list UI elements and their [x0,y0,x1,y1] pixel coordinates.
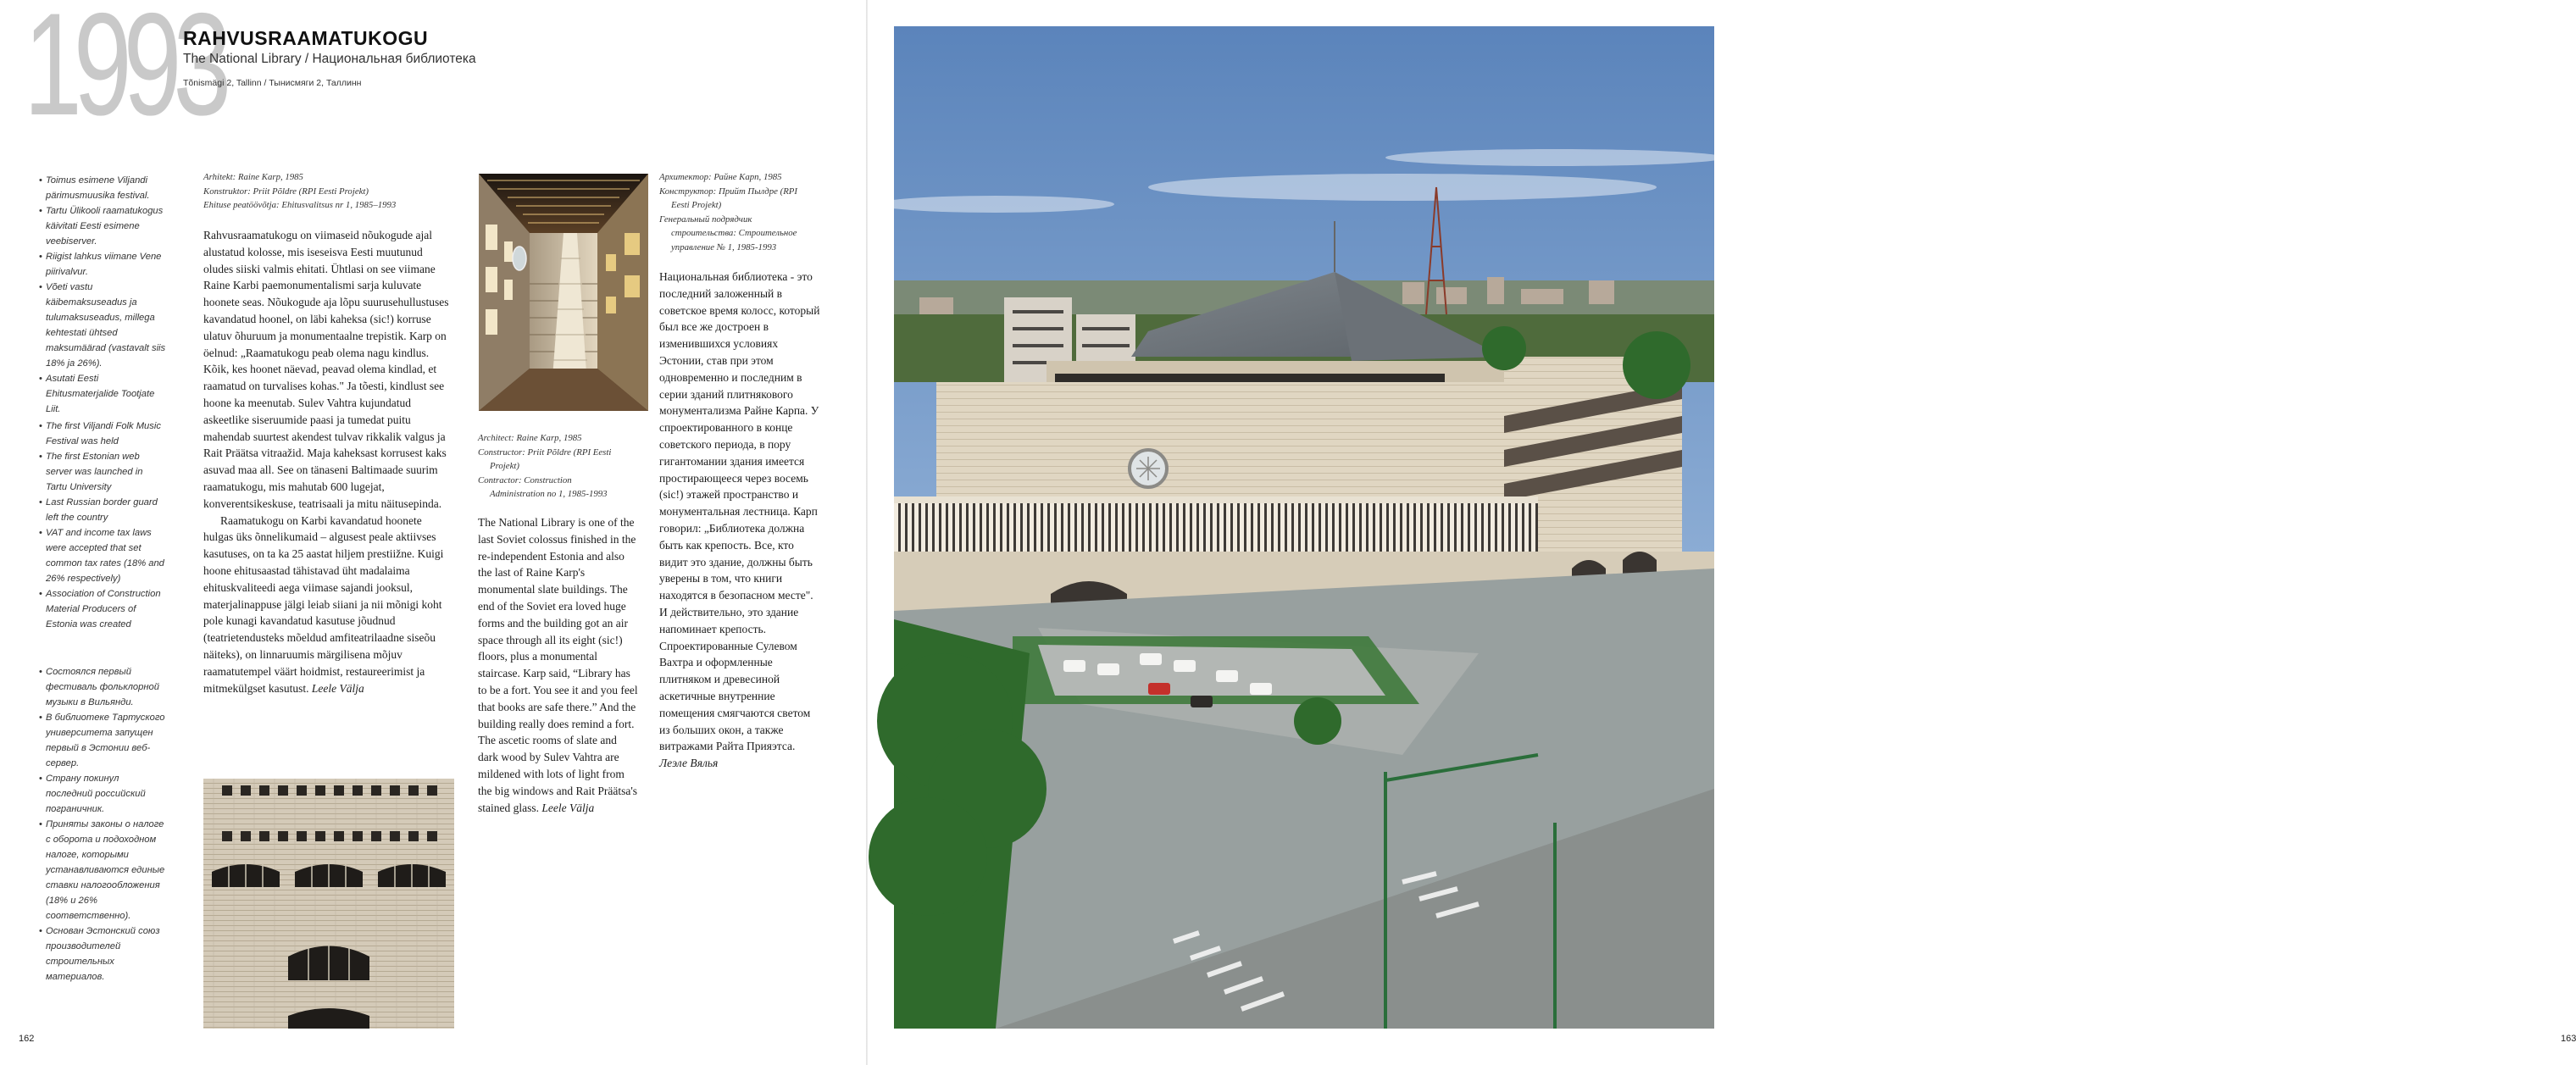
credits-estonian [203,170,407,213]
paragraph [203,513,454,697]
page-subtitle: The National Library / Национальная библиотека [183,52,476,66]
interior-staircase-photo [479,174,648,411]
year-heading: 1993 [24,0,224,146]
paragraph [478,514,639,816]
sidebar-item: • VAT and income tax laws were accepted that set common tax rates (18% and 26% respectively) [39,525,166,586]
sidebar-english [39,419,166,632]
author-signature: Леэле Вялья [659,757,719,770]
sidebar-item: • Tartu Ülikooli raamatukogus käivitati Eesti esimene veebiserver. [39,203,166,249]
sidebar-item: • Состоялся первый фестиваль фольклорной музыки в Вильянди. [39,664,166,710]
credit-line: Projekt) [490,461,519,471]
paragraph [659,269,820,772]
sidebar-item: • Riigist lahkus viimane Vene piirivalvur. [39,249,166,280]
credit-line: Konstruktor: Priit Põldre (RPI Eesti Projekt) [203,186,369,197]
facade-photo [203,779,454,1029]
credit-line: строительства: Строительное [671,228,797,238]
author-signature: Leele Välja [541,801,595,814]
credit-line: Ehituse peatöövõtja: Ehitusvalitsus nr 1, 1985–1993 [203,200,397,210]
page-title: RAHVUSRAAMATUKOGU [183,27,429,49]
sidebar-item: • Võeti vastu käibemaksuseadus ja tulumaksuseadus, millega kehtestati ühtsed maksumäärad (vastavalt siis 18% ja 26%). [39,280,166,371]
credit-line: Constructor: Priit Põldre (RPI Eesti [478,447,612,458]
credit-line: Administration no 1, 1985-1993 [490,489,608,499]
sidebar-item: • Основан Эстонский союз производителей строительных материалов. [39,924,166,985]
credit-line: Contractor: Construction [478,474,572,485]
paragraph-text: Национальная библиотека - это последний заложенный в советское время колосс, который был все же достроен в изменившихся условиях Эстонии, став при этом одновременно и последним в серии зданий плитнякового монументализма Райне Карпа. У спроектированного в конце советского периода, в пору гигантомании здания имеется простирающееся через восемь (sic!) этажей пространство и монументальная лестница. Карп говорил: „Библиотека должна быть как крепость. Все, кто видит это здание, должны быть уверены в том, что книги находятся в безопасном месте". И действительно, это здание напоминает крепость. Спроектированные Сулевом Вахтра и оформленные плитняком и древесиной аскетичные внутренние помещения смягчаются светом из больших окон, а также витражами Райта Прияэтса. [659,270,820,753]
body-text-english [478,514,639,816]
paragraph: Rahvusraamatukogu on viimaseid nõukogude ajal alustatud kolosse, mis iseseisva Eesti muutunud oludes siiski valmis ehitati. Ühtlasi on see viimane Raine Karbi paemonumentalismi sarja kuluvate hoonete seas. Nõukogude aja lõpu suurusehullustuses kavandatud hoonel, on läbi kaheksa (sic!) korruse ulatuv õhuruum ja monumentaalne trepistik. Karp on öelnud: „Raamatukogu peab olema nagu kindlus. Kõik, kes hoonet näevad, peavad olema kindlad, et raamatud on turvalises kohas." Ja tõesti, kindlust see hoone ka meenutab. Sulev Vahtra kujundatud askeetlike siseruumide paasi ja tumedat puitu mahendab suurtest akendest tulvav rikkalik valgus ja Rait Präätsa vitraažid. Maja kaheksast korrusest kaks asuvad maa all. See on tänaseni Baltimaade suurim raamatukogu, mis mahutab 600 lugejat, konverentsikeskuse, teatrisaali ja mitu näitusepinda. [203,229,449,510]
address: Tõnismägi 2, Tallinn / Тынисмяги 2, Таллинн [183,78,362,88]
paragraph-text: The National Library is one of the last Soviet colossus finished in the re-independent Estonia and also the last of Raine Karp's monumental slate buildings. The end of the Soviet era loved huge forms and the building got an air space through all its eight (sic!) floors, plus a monumental staircase. Karp said, “Library has to be a fort. You see it and you feel that books are safe there.” And the building really does remind a fort. The ascetic rooms of slate and dark wood by Sulev Vahtra are mildened with lots of light from the big windows and Rait Präätsa's stained glass. [478,516,638,814]
sidebar-item: • Приняты законы о налоге с оборота и подоходном налоге, которыми устанавливаются единые ставки налогообложения (18% и 26% соответственно). [39,817,166,924]
sidebar-item: • Last Russian border guard left the country [39,495,166,525]
sidebar-item: • Asutati Eesti Ehitusmaterjalide Tootjate Liit. [39,371,166,417]
sidebar-item: • The first Viljandi Folk Music Festival was held [39,419,166,449]
sidebar-estonian [39,173,166,417]
paragraph-text: Raamatukogu on Karbi kavandatud hoonete hulgas üks õnnelikumaid – algusest peale aktiivses kasutuses, on ta ka 25 aastat hiljem prestiižne. Kuigi hoone ehitusaastad tähistavad üht madalaima ehituskvaliteedi aega viimase sajandi jooksul, materjalinappuse jälgi leiab siiani ja nii mõnigi koht pole kunagi kavandatud kasutuse jõudnud (teatrietendusteks mõeldud amfiteatrilaadne siseõu näiteks), on linnaruumis märgilisena mõjuv raamatutempel väärt hoidmist, restaureerimist ja mitmekülgset kasutust. [203,513,444,695]
sidebar-item: • Association of Construction Material Producers of Estonia was created [39,586,166,632]
sidebar-russian [39,664,166,985]
credit-line: Конструктор: Прийт Пылдре (RPI [659,186,797,197]
sidebar-item: • Страну покинул последний российский пограничник. [39,771,166,817]
author-signature: Leele Välja [311,681,364,695]
credit-line: Архитектор: Райне Карп, 1985 [659,172,782,182]
library-exterior-photo [894,26,1714,1029]
credit-line: Генеральный подрядчик [659,214,752,225]
credit-line: Arhitekt: Raine Karp, 1985 [203,172,303,182]
sidebar-item: • В библиотеке Тартуского университета запущен первый в Эстонии веб-сервер. [39,710,166,771]
credits-english [478,431,647,502]
sidebar-item: • Toimus esimene Viljandi pärimusmuusika festival. [39,173,166,203]
body-text-estonian [203,227,454,696]
body-text-russian [659,269,820,772]
credit-line: управление № 1, 1985-1993 [671,241,777,252]
credits-russian [659,170,829,254]
page-number-left: 162 [19,1034,35,1044]
page-number-right: 163 [2561,1034,2576,1044]
left-page [0,0,868,1065]
credit-line: Eesti Projekt) [671,200,722,210]
credit-line: Architect: Raine Karp, 1985 [478,433,582,443]
sidebar-item: • The first Estonian web server was launched in Tartu University [39,449,166,495]
